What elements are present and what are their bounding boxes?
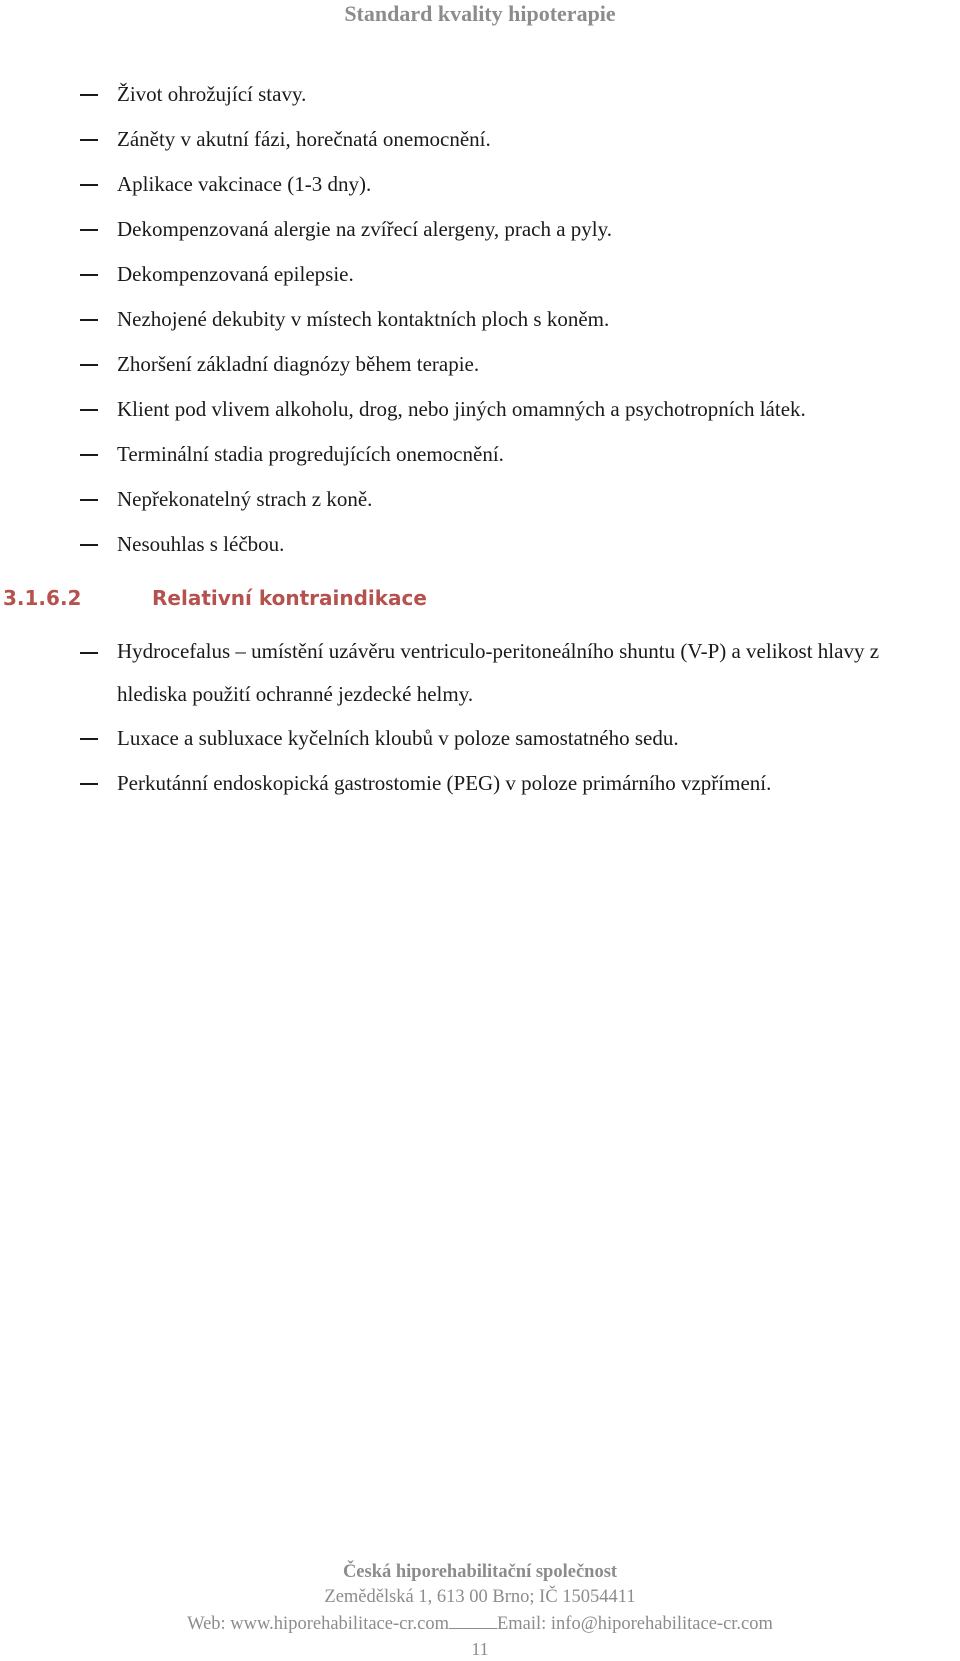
list-item bbox=[0, 252, 960, 297]
running-header: Standard kvality hipoterapie bbox=[344, 1, 616, 26]
dash-bullet-icon bbox=[80, 761, 100, 806]
list-item bbox=[0, 342, 960, 387]
list-item bbox=[0, 761, 960, 806]
page-number: 11 bbox=[471, 1639, 489, 1659]
dash-bullet-icon bbox=[80, 207, 100, 252]
dash-bullet-icon bbox=[80, 477, 100, 522]
dash-bullet-icon bbox=[80, 72, 100, 117]
dash-bullet-icon bbox=[80, 297, 100, 342]
list-item bbox=[0, 630, 960, 716]
list-item-text: Záněty v akutní fázi, horečnatá onemocnění. bbox=[117, 127, 491, 151]
list-item-text: Hydrocefalus – umístění uzávěru ventriculo-peritoneálního shuntu (V-P) a velikost hlavy z hlediska použití ochranné jezdecké helmy. bbox=[117, 639, 880, 706]
absolute-contraindications-list bbox=[0, 72, 960, 567]
dash-bullet-icon bbox=[80, 630, 100, 675]
list-item-text: Dekompenzovaná epilepsie. bbox=[117, 262, 354, 286]
dash-bullet-icon bbox=[80, 162, 100, 207]
list-item bbox=[0, 117, 960, 162]
list-item-text: Klient pod vlivem alkoholu, drog, nebo jiných omamných a psychotropních látek. bbox=[117, 397, 806, 421]
list-item-text: Perkutánní endoskopická gastrostomie (PEG) v poloze primárního vzpřímení. bbox=[117, 771, 772, 795]
list-item-text: Dekompenzovaná alergie na zvířecí alergeny, prach a pyly. bbox=[117, 217, 613, 241]
list-item-text: Terminální stadia progredujících onemocnění. bbox=[117, 442, 504, 466]
list-item-text: Nepřekonatelný strach z koně. bbox=[117, 487, 373, 511]
list-item bbox=[0, 432, 960, 477]
list-item-text: Zhoršení základní diagnózy během terapie. bbox=[117, 352, 480, 376]
section-heading bbox=[0, 579, 960, 617]
dash-bullet-icon bbox=[80, 117, 100, 162]
dash-bullet-icon bbox=[80, 387, 100, 432]
footer-web-link[interactable]: Web: www.hiporehabilitace-cr.com bbox=[187, 1614, 449, 1634]
list-item-text: Luxace a subluxace kyčelních kloubů v poloze samostatného sedu. bbox=[117, 726, 679, 750]
section-number: 3.1.6.2 bbox=[3, 586, 82, 610]
section-title: Relativní kontraindikace bbox=[152, 586, 427, 610]
dash-bullet-icon bbox=[80, 342, 100, 387]
footer-contacts bbox=[0, 1610, 960, 1636]
list-item bbox=[0, 522, 960, 567]
list-item bbox=[0, 477, 960, 522]
list-item bbox=[0, 207, 960, 252]
list-item bbox=[0, 72, 960, 117]
list-item bbox=[0, 297, 960, 342]
list-item-text: Nesouhlas s léčbou. bbox=[117, 532, 285, 556]
list-item-text: Aplikace vakcinace (1-3 dny). bbox=[117, 172, 372, 196]
list-item-text: Život ohrožující stavy. bbox=[117, 82, 307, 106]
dash-bullet-icon bbox=[80, 716, 100, 761]
footer-email-link[interactable]: Email: info@hiporehabilitace-cr.com bbox=[496, 1614, 773, 1634]
dash-bullet-icon bbox=[80, 522, 100, 567]
footer-address: Zemědělská 1, 613 00 Brno; IČ 15054411 bbox=[324, 1587, 636, 1607]
footer-separator bbox=[449, 1610, 497, 1629]
list-item-text: Nezhojené dekubity v místech kontaktních ploch s koněm. bbox=[117, 307, 610, 331]
relative-contraindications-list bbox=[0, 630, 960, 806]
list-item bbox=[0, 162, 960, 207]
dash-bullet-icon bbox=[80, 432, 100, 477]
footer-organization: Česká hiporehabilitační společnost bbox=[342, 1562, 618, 1582]
list-item bbox=[0, 387, 960, 432]
list-item bbox=[0, 716, 960, 761]
dash-bullet-icon bbox=[80, 252, 100, 297]
